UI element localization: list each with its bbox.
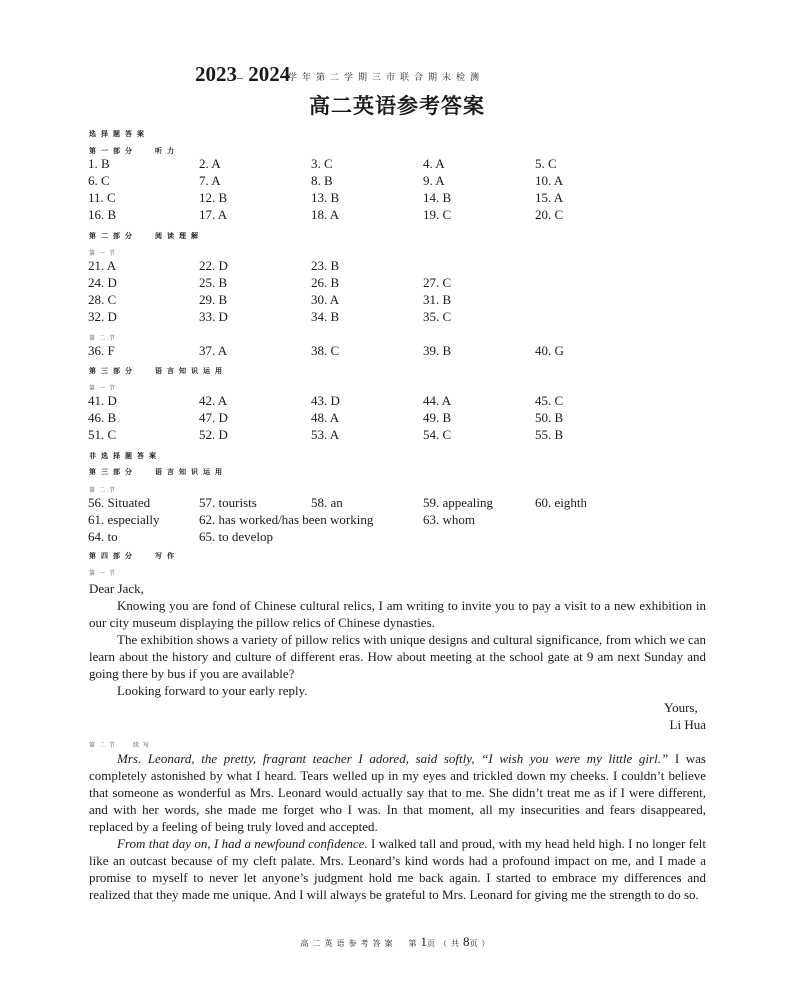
reading-section2-label: 第二节 (89, 336, 120, 342)
answer-cell: 39. B (423, 343, 452, 358)
answer-cell: 31. B (423, 292, 452, 307)
answer-cell: 44. A (423, 393, 452, 408)
answer-cell: 14. B (423, 190, 452, 205)
answer-cell: 56. Situated (88, 495, 151, 510)
answer-cell: 2. A (199, 156, 221, 171)
answer-cell: 1. B (88, 156, 110, 171)
answer-cell: 19. C (423, 207, 452, 222)
year-end: 2024 (248, 62, 291, 86)
writing-section2-label: 第二节 续写 (89, 743, 154, 749)
cloze-section1-label: 第一节 (89, 386, 120, 392)
page-title: 高二英语参考答案 (309, 93, 485, 118)
grammar-section2-label: 第二节 (89, 488, 120, 494)
part1-label: 第一部分 听力 (89, 147, 179, 155)
answer-cell: 35. C (423, 309, 452, 324)
non-choice-label: 非选择题答案 (89, 452, 161, 460)
continuation-writing (89, 750, 706, 903)
answer-cell: 57. tourists (199, 495, 257, 510)
answer-cell: 51. C (88, 427, 117, 442)
answer-cell: 65. to develop (199, 529, 274, 544)
answer-cell: 60. eighth (535, 495, 587, 510)
continuation-paragraph: Mrs. Leonard, the pretty, fragrant teacher I adored, said softly, “I wish you were my little girl.” I was completely astonished by what I heard. Tears welled up in my eyes and trickled down my cheeks. I couldn’t believe that someone as wonderful as Mrs. Leonard would actually say that to me. She didn’t treat me as if I were different, and with her words, she made me forget who I was. In that moment, all my insecurities and fears disappeared, replaced by a feeling of being truly loved and accepted. (89, 751, 706, 834)
answer-cell: 21. A (88, 258, 117, 273)
letter-paragraph: The exhibition shows a variety of pillow relics with unique designs and cultural significance, from which we can learn about the history and culture of different eras. How about meeting at the school gate at 9 am next Sunday and going there by bus if you are available? (89, 632, 706, 681)
letter-signature: Li Hua (669, 717, 706, 732)
answer-cell: 20. C (535, 207, 564, 222)
answer-cell: 11. C (88, 190, 116, 205)
answer-cell: 37. A (199, 343, 228, 358)
answer-cell: 64. to (88, 529, 118, 544)
answer-cell: 13. B (311, 190, 340, 205)
letter-greeting: Dear Jack, (89, 581, 144, 596)
answer-cell: 10. A (535, 173, 564, 188)
answer-cell: 62. has worked/has been working (199, 512, 374, 527)
part4-label: 第四部分 写作 (89, 552, 179, 560)
answer-cell: 32. D (88, 309, 117, 324)
answer-cell: 8. B (311, 173, 333, 188)
answer-cell: 50. B (535, 410, 564, 425)
answer-cell: 46. B (88, 410, 117, 425)
answer-cell: 4. A (423, 156, 445, 171)
answer-cell: 27. C (423, 275, 452, 290)
answer-cell: 54. C (423, 427, 452, 442)
answer-cell: 3. C (311, 156, 333, 171)
answer-cell: 43. D (311, 393, 340, 408)
answer-cell: 18. A (311, 207, 340, 222)
sample-letter (89, 580, 706, 733)
answer-cell: 23. B (311, 258, 340, 273)
writing-section1-label: 第一节 (89, 571, 120, 577)
answer-cell: 45. C (535, 393, 564, 408)
answer-cell: 25. B (199, 275, 228, 290)
answer-cell: 59. appealing (423, 495, 494, 510)
answer-cell: 9. A (423, 173, 445, 188)
answer-cell: 47. D (199, 410, 228, 425)
answer-cell: 6. C (88, 173, 110, 188)
page-footer: 高二英语参考答案 第1页（共8页） (300, 934, 494, 949)
answer-cell: 30. A (311, 292, 340, 307)
page-number: 1 (420, 934, 427, 949)
answer-cell: 7. A (199, 173, 221, 188)
answer-cell: 26. B (311, 275, 340, 290)
answer-cell: 28. C (88, 292, 117, 307)
letter-paragraph: Looking forward to your early reply. (117, 683, 308, 698)
choice-answers-label: 选择题答案 (89, 130, 149, 138)
answer-cell: 55. B (535, 427, 564, 442)
answer-cell: 33. D (199, 309, 228, 324)
answer-cell: 52. D (199, 427, 228, 442)
answer-cell: 49. B (423, 410, 452, 425)
answer-cell: 61. especially (88, 512, 160, 527)
answer-cell: 17. A (199, 207, 228, 222)
reading-section1-label: 第一节 (89, 251, 120, 257)
answer-cell: 41. D (88, 393, 117, 408)
page-total: 8 (463, 934, 470, 949)
answer-cell: 22. D (199, 258, 228, 273)
exam-subtitle: 学年第二学期三市联合期末检测 (288, 72, 485, 82)
answer-cell: 42. A (199, 393, 228, 408)
part3-label: 第三部分 语言知识运用 (89, 367, 227, 375)
answer-cell: 58. an (311, 495, 343, 510)
answer-cell: 53. A (311, 427, 340, 442)
letter-paragraph: Knowing you are fond of Chinese cultural relics, I am writing to invite you to pay a visit to a new exhibition in our city museum displaying the pillow relics of Chinese dynasties. (89, 598, 706, 630)
answer-cell: 48. A (311, 410, 340, 425)
year-range (195, 62, 290, 87)
part3b-label: 第三部分 语言知识运用 (89, 468, 227, 476)
answer-cell: 15. A (535, 190, 564, 205)
letter-closing: Yours, (664, 700, 698, 715)
answer-cell: 29. B (199, 292, 228, 307)
answer-cell: 16. B (88, 207, 117, 222)
answer-cell: 12. B (199, 190, 228, 205)
part2-label: 第二部分 阅读理解 (89, 232, 203, 240)
answer-cell: 5. C (535, 156, 557, 171)
answer-cell: 38. C (311, 343, 340, 358)
answer-cell: 36. F (88, 343, 115, 358)
answer-cell: 40. G (535, 343, 564, 358)
year-dash: – (237, 70, 243, 84)
continuation-paragraph: From that day on, I had a newfound confidence. I walked tall and proud, with my head held high. I no longer felt like an outcast because of my cleft palate. Mrs. Leonard’s kind words had a profound impact on me, and I made a promise to myself to never let anyone’s judgment hold me back again. I started to embrace my differences and realized that they made me unique. And I will always be grateful to Mrs. Leonard for giving me the strength to do so. (89, 836, 706, 902)
answer-cell: 34. B (311, 309, 340, 324)
year-start: 2023 (195, 62, 237, 86)
answer-cell: 24. D (88, 275, 117, 290)
answer-cell: 63. whom (423, 512, 475, 527)
